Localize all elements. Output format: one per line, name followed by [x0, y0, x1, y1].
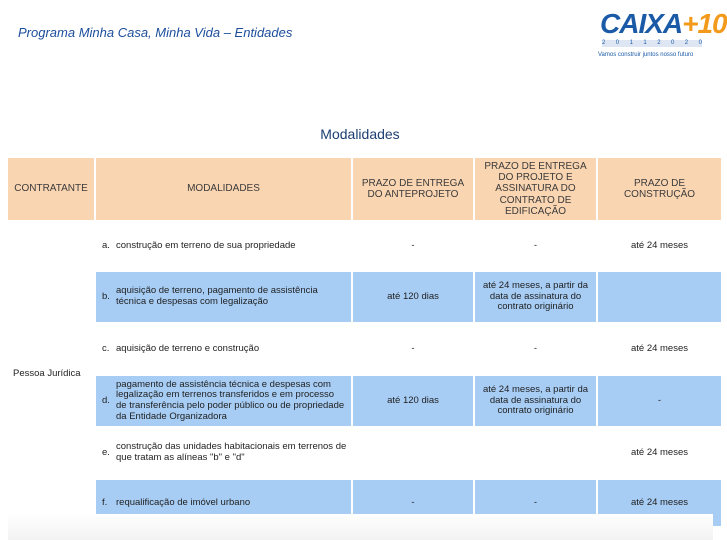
- header-prazo-projeto: PRAZO DE ENTREGA DO PROJETO E ASSINATURA DO CONTRATO DE EDIFICAÇÃO: [475, 158, 596, 220]
- anteprojeto-cell: -: [353, 222, 473, 270]
- header-prazo-anteprojeto: PRAZO DE ENTREGA DO ANTEPROJETO: [353, 158, 473, 220]
- modalidade-letter: a.: [102, 239, 110, 251]
- anteprojeto-cell: [353, 428, 473, 478]
- logo-tagline: Vamos construir juntos nosso futuro: [598, 52, 694, 58]
- modalidade-text: aquisição de terreno, pagamento de assistência técnica e despesas com legalização: [116, 285, 318, 307]
- construcao-cell: até 24 meses: [598, 480, 721, 526]
- modalidade-letter: e.: [102, 446, 110, 458]
- logo-wordmark: CAIXA+10: [600, 8, 727, 39]
- construcao-cell: até 24 meses: [598, 222, 721, 270]
- modalidade-cell: [96, 376, 351, 426]
- caixa-logo: [592, 8, 727, 64]
- projeto-cell: -: [475, 480, 596, 526]
- modalidade-letter: d.: [102, 394, 110, 406]
- section-title: Modalidades: [320, 126, 400, 142]
- slide-title: Programa Minha Casa, Minha Vida – Entidades: [18, 25, 293, 40]
- modalidade-text: construção das unidades habitacionais em terrenos de que tratam as alíneas "b" e "d": [116, 441, 347, 463]
- anteprojeto-cell: -: [353, 480, 473, 526]
- projeto-cell: -: [475, 222, 596, 270]
- modalidade-letter: c.: [102, 342, 110, 354]
- projeto-cell: até 24 meses, a partir da data de assinatura do contrato originário: [475, 376, 596, 426]
- modalidade-text: aquisição de terreno e construção: [116, 342, 260, 354]
- modalidade-text: pagamento de assistência técnica e despesas com legalização em terrenos transferidos e em processo de transferência pelo poder público ou de propriedade da Entidade Organizadora: [116, 378, 345, 422]
- anteprojeto-cell: até 120 dias: [353, 376, 473, 426]
- header-modalidades: MODALIDADES: [96, 158, 351, 220]
- modalidade-text: requalificação de imóvel urbano: [116, 496, 251, 508]
- modalidade-letter: b.: [102, 290, 110, 302]
- construcao-cell: [598, 272, 721, 322]
- anteprojeto-cell: -: [353, 324, 473, 374]
- projeto-cell: -: [475, 324, 596, 374]
- header-contratante: CONTRATANTE: [8, 158, 94, 220]
- projeto-cell: [475, 428, 596, 478]
- construcao-cell: -: [598, 376, 721, 426]
- header-prazo-construcao: PRAZO DE CONSTRUÇÃO: [598, 158, 721, 220]
- construcao-cell: até 24 meses: [598, 324, 721, 374]
- modalidade-cell: [96, 272, 351, 322]
- modalidade-cell: [96, 324, 351, 374]
- bottom-strip: [8, 514, 713, 540]
- anteprojeto-cell: até 120 dias: [353, 272, 473, 322]
- modalidades-table: [8, 158, 713, 514]
- modalidade-cell: [96, 428, 351, 478]
- modalidade-letter: f.: [102, 496, 108, 508]
- modalidade-text: construção em terreno de sua propriedade: [116, 239, 296, 251]
- logo-years: 2 0 1 1 2 0 2 0: [602, 40, 702, 46]
- construcao-cell: até 24 meses: [598, 428, 721, 478]
- modalidade-cell: [96, 222, 351, 270]
- projeto-cell: até 24 meses, a partir da data de assinatura do contrato originário: [475, 272, 596, 322]
- contratante-cell: Pessoa Jurídica: [8, 222, 94, 526]
